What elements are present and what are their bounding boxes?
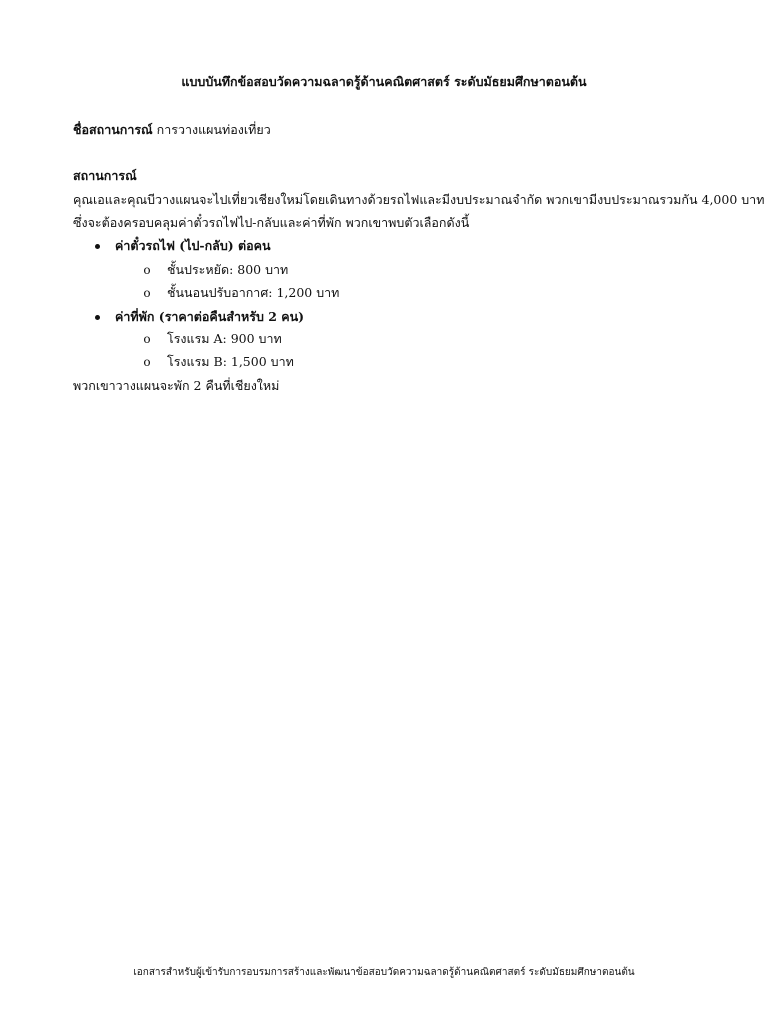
sub-item-text: โรงแรม A: 900 บาท: [167, 331, 282, 346]
sub-item-text: ชั้นนอนปรับอากาศ: 1,200 บาท: [167, 285, 340, 300]
sub-bullet-icon: o: [143, 332, 151, 346]
bullet-train-fare: [95, 236, 271, 256]
sub-bullet-icon: o: [143, 355, 151, 369]
document-title: แบบบันทึกข้อสอบวัดความฉลาดรู้ด้านคณิตศาสตร์ ระดับมัธยมศึกษาตอนต้น: [181, 74, 587, 89]
bullet-accommodation: [95, 307, 304, 327]
sub-item-text: โรงแรม B: 1,500 บาท: [167, 354, 294, 369]
scenario-name-value: การวางแผนท่องเที่ยว: [156, 122, 271, 137]
sub-item-hotel-b: [142, 352, 294, 372]
intro-line-2: ซึ่งจะต้องครอบคลุมค่าตั๋วรถไฟไป-กลับและค่าที่พัก พวกเขาพบตัวเลือกดังนี้: [73, 215, 470, 230]
page-footer: เอกสารสำหรับผู้เข้ารับการอบรมการสร้างและพัฒนาข้อสอบวัดความฉลาดรู้ด้านคณิตศาสตร์ ระดับมัธยมศึกษาตอนต้น: [133, 967, 635, 978]
bullet-dot-icon: [95, 315, 100, 320]
sub-item-sleeper: [142, 283, 339, 303]
sub-bullet-icon: o: [143, 286, 151, 300]
bullet-dot-icon: [95, 244, 100, 249]
bullet-label: ค่าที่พัก (ราคาต่อคืนสำหรับ 2 คน): [115, 309, 305, 324]
sub-item-hotel-a: [142, 329, 282, 349]
sub-item-text: ชั้นประหยัด: 800 บาท: [167, 262, 289, 277]
sub-item-economy: [142, 260, 288, 280]
section-heading: สถานการณ์: [73, 168, 137, 183]
scenario-name-line: [73, 120, 271, 140]
closing-line: พวกเขาวางแผนจะพัก 2 คืนที่เชียงใหม่: [73, 378, 280, 393]
sub-bullet-icon: o: [143, 263, 151, 277]
bullet-label: ค่าตั๋วรถไฟ (ไป-กลับ) ต่อคน: [115, 238, 271, 253]
scenario-name-label: ชื่อสถานการณ์: [73, 122, 153, 137]
intro-line-1: คุณเอและคุณบีวางแผนจะไปเที่ยวเชียงใหม่โดยเดินทางด้วยรถไฟและมีงบประมาณจำกัด พวกเขามีงบประมาณรวมกัน 4,000 บาท: [73, 192, 765, 207]
